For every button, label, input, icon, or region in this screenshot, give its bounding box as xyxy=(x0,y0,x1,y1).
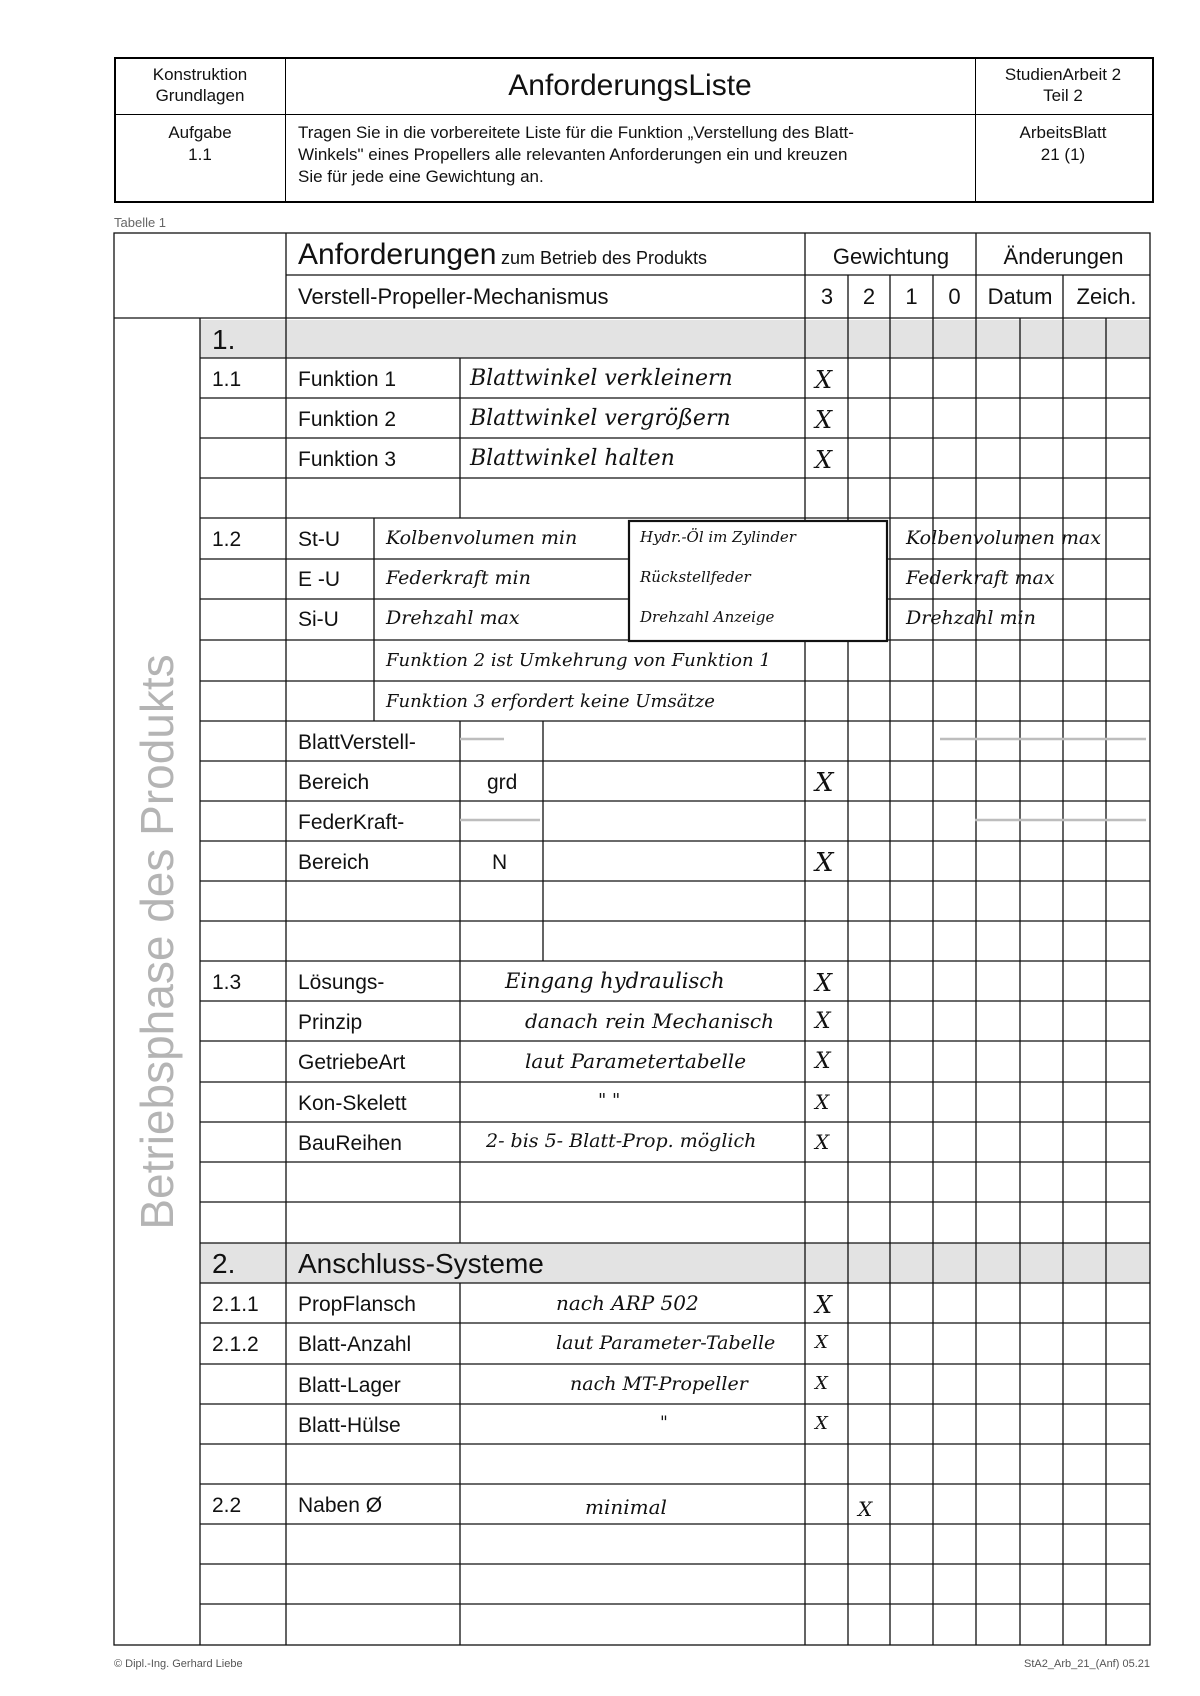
s12-box-3: Drehzahl Anzeige xyxy=(640,608,775,626)
range2-unit: N xyxy=(492,851,508,874)
s12-box-1: Hydr.-Öl im Zylinder xyxy=(640,528,796,546)
weight-2-heading: 2 xyxy=(862,284,876,309)
s13-label-2: Prinzip xyxy=(298,1011,363,1034)
s11-mark-3: X xyxy=(815,446,833,474)
hub-label: Naben Ø xyxy=(298,1494,383,1517)
weight-1-heading: 1 xyxy=(905,284,918,309)
s2-row3-label: Blatt-Lager xyxy=(298,1374,401,1397)
s12-entry-2: Federkraft min xyxy=(386,567,531,589)
s2-row1-mark: X xyxy=(815,1291,833,1319)
s11-label-1: Funktion 1 xyxy=(298,368,397,391)
s13-entry-2: danach rein Mechanisch xyxy=(525,1009,774,1033)
s13-mark-4: X xyxy=(815,1090,830,1114)
s11-entry-1: Blattwinkel verkleinern xyxy=(470,366,733,391)
requirements-subtitle: zum Betrieb des Produkts xyxy=(500,248,708,268)
s12-right-3: Drehzahl min xyxy=(906,607,1036,629)
range1-label-2: Bereich xyxy=(298,771,370,794)
s13-entry-5: 2- bis 5- Blatt-Prop. möglich xyxy=(486,1130,757,1152)
s13-label-4: Kon-Skelett xyxy=(298,1092,407,1115)
s2-row2-mark: X xyxy=(815,1332,828,1353)
range1-label-1: BlattVerstell- xyxy=(298,731,416,754)
instruction-line2: Winkels" eines Propellers alle relevanten Anforderungen ein und kreuzen xyxy=(298,145,848,164)
s11-entry-3: Blattwinkel halten xyxy=(470,446,675,471)
s12-entry-3: Drehzahl max xyxy=(386,607,520,629)
task-number: 1.1 xyxy=(188,145,212,164)
s12-entry-1: Kolbenvolumen min xyxy=(386,527,578,549)
s2-row1-entry: nach ARP 502 xyxy=(556,1291,699,1315)
s2-row4-entry: " xyxy=(660,1413,668,1433)
s13-number: 1.3 xyxy=(212,971,242,994)
task-label: Aufgabe xyxy=(168,123,232,142)
table-caption: Tabelle 1 xyxy=(114,215,167,230)
s13-entry-1: Eingang hydraulisch xyxy=(505,969,725,993)
s11-number: 1.1 xyxy=(212,368,242,391)
s2-row2-number: 2.1.2 xyxy=(212,1333,259,1356)
s11-mark-1: X xyxy=(815,366,833,394)
s2-row2-entry: laut Parameter-Tabelle xyxy=(556,1332,776,1354)
hub-number: 2.2 xyxy=(212,1494,242,1517)
range2-label-1: FederKraft- xyxy=(298,811,405,834)
range1-unit: grd xyxy=(487,771,518,794)
s12-box-2: Rückstellfeder xyxy=(640,568,751,586)
header-left-line1: Konstruktion xyxy=(152,65,248,84)
requirements-heading xyxy=(298,238,707,272)
s13-label-3: GetriebeArt xyxy=(298,1051,406,1074)
s12-label-3: Si-U xyxy=(298,608,339,631)
sign-heading: Zeich. xyxy=(1076,284,1137,309)
sheet-label: ArbeitsBlatt xyxy=(1019,123,1107,142)
range2-mark: X xyxy=(815,848,834,878)
s13-mark-5: X xyxy=(815,1130,830,1154)
range1-mark: X xyxy=(815,768,834,798)
sheet-number: 21 (1) xyxy=(1040,145,1086,164)
weight-0-heading: 0 xyxy=(948,284,961,309)
s11-label-2: Funktion 2 xyxy=(298,408,397,431)
s12-note-2: Funktion 3 erfordert keine Umsätze xyxy=(386,691,715,712)
header-right-line2: Teil 2 xyxy=(1043,86,1083,105)
s12-label-2: E -U xyxy=(298,568,340,591)
subject-label: Verstell-Propeller-Mechanismus xyxy=(298,284,609,309)
weight-3-heading: 3 xyxy=(820,284,834,309)
s2-row4-label: Blatt-Hülse xyxy=(298,1414,401,1437)
header-right-line1: StudienArbeit 2 xyxy=(1004,65,1122,84)
s13-mark-3: X xyxy=(815,1049,831,1074)
s11-label-3: Funktion 3 xyxy=(298,448,397,471)
page-title: AnforderungsListe xyxy=(508,69,752,102)
s11-mark-2: X xyxy=(815,406,833,434)
requirements-title: Anforderungen xyxy=(298,238,497,271)
s13-entry-4: " " xyxy=(598,1090,621,1111)
footer-doc-id: StA2_Arb_21_(Anf) 05.21 xyxy=(1024,1658,1150,1670)
s2-row1-number: 2.1.1 xyxy=(212,1293,259,1316)
instruction-line1: Tragen Sie in die vorbereitete Liste für die Funktion „Verstellung des Blatt- xyxy=(298,123,854,142)
footer-copyright: © Dipl.-Ing. Gerhard Liebe xyxy=(114,1658,243,1670)
section1-highlight xyxy=(200,320,1150,358)
s13-entry-3: laut Parametertabelle xyxy=(525,1049,747,1073)
s13-label-5: BauReihen xyxy=(298,1132,402,1155)
s12-note-1: Funktion 2 ist Umkehrung von Funktion 1 xyxy=(386,650,771,671)
vertical-phase-label: Betriebsphase des Produkts xyxy=(131,654,183,1230)
date-heading: Datum xyxy=(987,284,1053,309)
s13-mark-1: X xyxy=(815,969,833,997)
s13-mark-2: X xyxy=(815,1009,831,1034)
s13-label-1: Lösungs- xyxy=(298,971,385,994)
s2-row3-entry: nach MT-Propeller xyxy=(570,1373,748,1395)
s2-row1-label: PropFlansch xyxy=(298,1293,416,1316)
section2-title: Anschluss-Systeme xyxy=(298,1248,544,1279)
s12-number: 1.2 xyxy=(212,528,242,551)
changes-heading: Änderungen xyxy=(1003,244,1124,269)
range2-label-2: Bereich xyxy=(298,851,370,874)
hub-mark: X xyxy=(858,1497,873,1521)
s12-right-2: Federkraft max xyxy=(906,567,1055,589)
header-left-line2: Grundlagen xyxy=(155,86,245,105)
s12-label-1: St-U xyxy=(298,528,340,551)
s2-row4-mark: X xyxy=(815,1413,828,1434)
instruction-line3: Sie für jede eine Gewichtung an. xyxy=(298,167,544,186)
s11-entry-2: Blattwinkel vergrößern xyxy=(470,406,731,431)
hub-entry: minimal xyxy=(585,1495,667,1519)
section1-number: 1. xyxy=(212,324,236,355)
section2-number: 2. xyxy=(212,1248,236,1279)
s12-right-1: Kolbenvolumen max xyxy=(906,527,1101,549)
weighting-heading: Gewichtung xyxy=(832,244,950,269)
s2-row3-mark: X xyxy=(815,1373,828,1394)
s2-row2-label: Blatt-Anzahl xyxy=(298,1333,412,1356)
